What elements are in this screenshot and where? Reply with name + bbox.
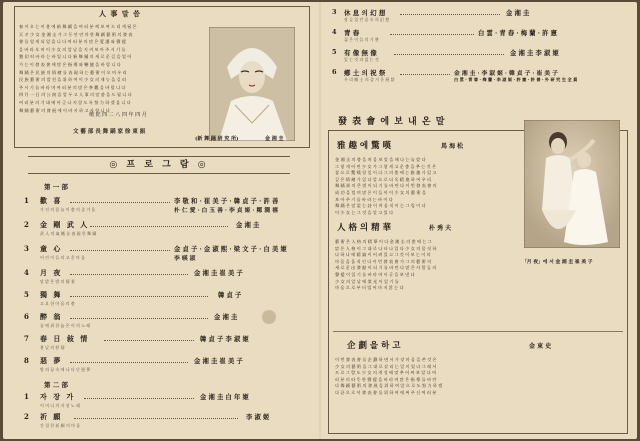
program-item (14, 244, 310, 266)
body-line: 다 舞 踊 藝 術 의 發 展 을 위 하 여 앞 으 로 도 努 力 하 겠 (335, 383, 443, 389)
item-performers: 金 湘 圭 崔 美 子 (194, 270, 243, 277)
program-item (14, 356, 310, 378)
item-title: 歡 喜 (40, 196, 63, 205)
item-note: 武 人 의 氣 槪 를 表 現 한 舞 踊 (40, 231, 97, 236)
body-line: 깊 은 情 緖 가 있 다 앞 으 로 더 욱 精 進 하 여 우 리 (335, 176, 432, 182)
body-line: 이 번 發 表 會 를 企 劃 하 면 서 가 장 마 음 을 쓴 것 은 (335, 357, 437, 362)
item-number: 7 (24, 334, 29, 343)
item-note: 우 리 鄕 土 의 즐 거 운 祝 祭 (344, 77, 395, 82)
leader-dots (70, 274, 188, 275)
item-note: 어 린 이 들 의 고 운 마 음 (40, 255, 85, 260)
message-body (335, 157, 519, 216)
right-page (328, 6, 630, 434)
item-performers: 韓 貞 子 李 淑 姬 (200, 336, 249, 343)
item-title: 자 장 가 (40, 392, 76, 401)
greeting-line: 會 를 열 게 되 었 읍 니 다 여 러 분 의 많 은 愛 護 와 聲 援 (19, 39, 126, 45)
body-line: 프 로 그 람 도 少 女 의 개 성 에 맞 추 어 짜 보 았 다 여 (335, 370, 437, 376)
item-performers-extra: 白 雲 · 青 春 · 梅 蘭 · 李 淑 姬 · 許 憲 · 許 善 · 外 研 究 生 全 員 (454, 77, 578, 82)
greeting-line: 民 族 藝 術 의 발 전 을 위 하 여 이 少 女 의 재 능 을 길 러 (19, 77, 127, 83)
item-performers: 金 湘 圭 (236, 222, 260, 229)
item-performers: 李 敬 和 · 崔 美 子 · 韓 貞 子 · 許 善 (174, 198, 279, 205)
item-performers: 白 雲 · 青 春 · 梅 蘭 · 許 憲 (478, 30, 557, 37)
photo-caption: 金 湘 圭 (265, 136, 284, 142)
body-line: 마 음 을 움 직 인 다 이 번 發 表 會 가 그 의 藝 術 의 (335, 258, 432, 264)
message-author: 金 東 史 (529, 343, 552, 350)
item-performers-extra: 朴 仁 愛 · 白 玉 善 · 李 貞 姬 · 鄭 潤 禧 (174, 208, 278, 214)
greeting-line: 舞 踊 은 民 族 의 情 緖 를 表 現 하 는 藝 術 이 오 며 우 리 (19, 69, 127, 75)
body-line: 그 렇 게 어 린 少 女 가 그 렇 게 고 운 춤 을 추 는 것 은 (335, 163, 437, 169)
item-note: 밤 의 꿈 속 에 나 타 난 惡 夢 (40, 367, 91, 372)
item-performers: 金 湘 圭 · 李 淑 姬 · 韓 貞 子 · 崔 美 子 (454, 71, 558, 77)
leader-dots (90, 226, 228, 227)
body-line: 나 하 나 에 精 誠 이 어 려 있 고 그 것 이 보 는 이 의 (335, 252, 431, 258)
message-body (335, 239, 519, 292)
item-number: 1 (24, 196, 29, 205)
item-performers: 金 湘 圭 白 年 姬 (200, 394, 249, 401)
body-line: 마 음 으 로 부 터 빌 어 마 지 않 는 다 (335, 285, 404, 291)
item-title: 惡 夢 (40, 356, 63, 365)
item-performers-extra: 李 暎 淑 (174, 256, 196, 262)
message-title: 雅 趣 에 驚 嘆 (337, 141, 392, 151)
program-item (14, 392, 310, 414)
leader-dots (70, 362, 188, 363)
greeting-line: 懇 切 히 바 라 는 바 입 니 다 新 舞 踊 의 새 로 운 길 을 열 어 (19, 54, 132, 60)
center-fold (319, 2, 321, 439)
item-performers: 金 湘 圭 (506, 10, 530, 17)
greeting-line: 을 바 라 오 며 이 少 女 의 앞 날 을 지 켜 보 아 주 시 기 를 (19, 46, 126, 52)
leader-dots (70, 250, 170, 251)
left-page (14, 6, 312, 434)
item-title: 童 心 (40, 244, 63, 253)
item-performers: 金 湘 圭 (214, 314, 238, 321)
item-number: 4 (332, 28, 337, 36)
dancers-duet-photo (524, 120, 620, 248)
item-note: 봄 날 의 抒 情 (40, 345, 65, 350)
message-title: 人 格 의 精 華 (337, 223, 392, 233)
item-performers: 金 貞 子 · 金 淑 熙 · 梁 文 子 · 白 美 姬 (174, 246, 287, 253)
greeting-line: 春 이 오 는 이 봄 에 新 舞 踊 을 여 러 분 께 보 여 드 리 게 됨 은 (19, 24, 137, 29)
photo-tag: (新 舞 踊 研 究 所) (195, 136, 239, 142)
item-number: 8 (24, 356, 29, 365)
part-two-label: 第 二 部 (44, 381, 69, 389)
program-item (14, 196, 310, 218)
body-line: 다 끝 으 로 이 發 表 會 를 위 하 여 애 써 주 신 여 러 분 (335, 389, 437, 395)
item-note: 가 진 의 몸 놀 이 춤 의 즐 거 움 (40, 207, 96, 212)
dancer-portrait-photo (209, 27, 295, 141)
body-line: 藝 術 은 人 格 의 精 華 이 다 金 湘 圭 의 춤 에 는 그 (335, 239, 432, 244)
program-item (14, 290, 310, 312)
body-line: 보 아 주 기 를 바 라 는 바 이 다 (335, 196, 393, 202)
program-header: ◎ 프 로 그 람 ◎ (28, 156, 290, 174)
message-author: 朴 秀 夫 (429, 225, 452, 232)
body-line: 少 女 의 藝 術 을 그 대 로 살 리 는 일 이 었 다 그 래 서 (335, 363, 437, 369)
item-number: 4 (24, 268, 29, 277)
program-item (328, 8, 628, 24)
item-number: 6 (24, 312, 29, 321)
item-title: 獨 舞 (40, 290, 63, 299)
body-line: 새 로 운 出 發 點 이 되 기 를 바 란 다 많 은 사 람 들 의 (335, 265, 437, 271)
item-note: 있 는 것 과 없 는 것 (344, 57, 379, 62)
item-note: 고 요 한 마 음 의 춤 (40, 301, 75, 306)
item-title: 醉 翁 (40, 312, 63, 321)
leader-dots (74, 418, 238, 419)
greeting-date: 檀 紀 四 二 八 四 年 四 月 (89, 112, 147, 118)
item-title: 休 息 의 幻 想 (344, 9, 386, 17)
body-line: 成 功 을 빌 며 많 은 이 들 이 이 少 女 의 藝 術 을 (335, 189, 426, 195)
program-item (14, 268, 310, 290)
body-line: 참 으 로 驚 嘆 할 일 이 다 그 의 춤 에 는 雅 趣 가 있 고 (335, 170, 437, 176)
item-number: 1 (24, 392, 29, 401)
section-divider (333, 331, 623, 332)
item-title: 有 像 無 像 (344, 49, 377, 57)
greeting-box (14, 6, 310, 148)
greeting-line: 天 才 少 女 金 湘 圭 가 그 동 안 연 마 한 舞 踊 藝 術 의 發 表 (19, 31, 133, 37)
program-item (14, 334, 310, 356)
item-note: 술 에 취 한 늙 은 이 의 노 래 (40, 323, 91, 328)
item-title: 青 春 (344, 29, 360, 37)
body-line: 이 少 女 는 그 것 을 알 고 있 다 (335, 209, 394, 215)
item-performers: 金 湘 圭 李 淑 姬 (510, 50, 559, 57)
message-title: 企 劃 을 하 고 (347, 341, 401, 351)
program-item (14, 220, 310, 242)
leader-dots (394, 54, 504, 55)
message-author: 馬 海 松 (441, 143, 464, 150)
item-note: 잠 들 었 던 꿈 속 의 幻 想 (344, 17, 390, 22)
item-note: 젊 은 이 들 의 기 쁨 (344, 37, 379, 42)
program-item (328, 28, 628, 44)
ink-stamp-mark (262, 310, 276, 324)
item-number: 5 (332, 48, 337, 56)
leader-dots (390, 34, 474, 35)
body-line: 少 女 의 앞 날 에 榮 光 이 있 기 를 (335, 278, 399, 284)
leader-dots (84, 398, 194, 399)
item-performers: 韓 貞 子 (218, 292, 242, 299)
congratulations-banner: 發 表 會 에 보 내 온 말 (338, 117, 446, 127)
greeting-line: 舞 踊 藝 術 의 發 展 에 이 바 지 하 고 자 합 니 다 (19, 107, 110, 113)
leader-dots (70, 202, 170, 203)
greeting-line: 여 러 분 의 기 대 에 어 긋 나 지 않 도 록 努 力 하 겠 읍 니 다 (19, 99, 131, 105)
leader-dots (104, 340, 194, 341)
program-item (14, 412, 310, 434)
leader-dots (70, 296, 208, 297)
leader-dots (70, 318, 208, 319)
greeting-title: 人 事 말 씀 (99, 9, 141, 18)
item-number: 5 (24, 290, 29, 299)
program-item (328, 68, 628, 84)
body-line: 러 분 의 따 뜻 한 聲 援 을 바 라 며 많 은 指 導 를 바 란 (335, 376, 437, 382)
leader-dots (400, 74, 450, 75)
greeting-text (19, 23, 205, 114)
item-note: 어 머 니 의 자 장 노 래 (40, 403, 80, 408)
greeting-signature: 文 藝 部 長 舞 踊 家 徐 東 振 (73, 129, 146, 135)
part-one-label: 第 一 部 (44, 183, 69, 191)
body-line: 舞 踊 은 말 없 는 詩 이 며 움 직 이 는 그 림 이 다 (335, 203, 426, 209)
item-number: 2 (24, 220, 29, 229)
item-performers: 李 淑 姬 (246, 414, 270, 421)
item-title: 月 夜 (40, 268, 63, 277)
item-performers: 金 湘 圭 崔 美 子 (194, 358, 243, 365)
item-number: 3 (24, 244, 29, 253)
item-title: 鄕 土 의 祝 祭 (344, 69, 386, 77)
program-item (328, 48, 628, 64)
message-body (335, 357, 623, 397)
body-line: 舞 踊 界 의 큰 별 이 되 기 를 바 란 다 이 번 發 表 會 의 (335, 183, 437, 189)
body-line: 聲 援 이 있 기 를 바 라 며 이 글 을 보 낸 다 (335, 271, 415, 277)
leader-dots (400, 14, 500, 15)
item-number: 2 (24, 412, 29, 421)
item-number: 6 (332, 68, 337, 76)
item-number: 3 (332, 8, 337, 16)
greeting-line: 주 시 기 를 바 라 며 여 러 분 의 많 은 參 觀 을 바 랍 니 다 (19, 84, 126, 90)
body-line: 맑 은 人 格 이 그 대 로 나 타 나 있 다 少 女 의 몸 짓 하 (335, 245, 437, 251)
item-note: 달 밝 은 밤 의 情 景 (40, 279, 75, 284)
item-title: 祈 願 (40, 412, 63, 421)
greeting-line: 四 月 一 日 의 公 演 을 앞 두 고 人 事 의 말 씀 을 드 립 니 다 (19, 92, 132, 98)
photo-caption: 「月 夜」에 서 金 湘 圭 崔 美 子 (522, 259, 593, 265)
greeting-line: 가 는 이 發 表 會 에 많 은 指 導 와 鞭 撻 을 바 랍 니 다 (19, 61, 121, 67)
item-title: 春 日 敍 情 (40, 334, 90, 343)
body-line: 金 湘 圭 의 춤 을 처 음 보 았 을 때 나 는 놀 랐 다 (335, 157, 426, 162)
item-title: 金 剛 武 人 (40, 220, 90, 229)
item-note: 간 절 한 祈 願 의 마 음 (40, 423, 81, 428)
